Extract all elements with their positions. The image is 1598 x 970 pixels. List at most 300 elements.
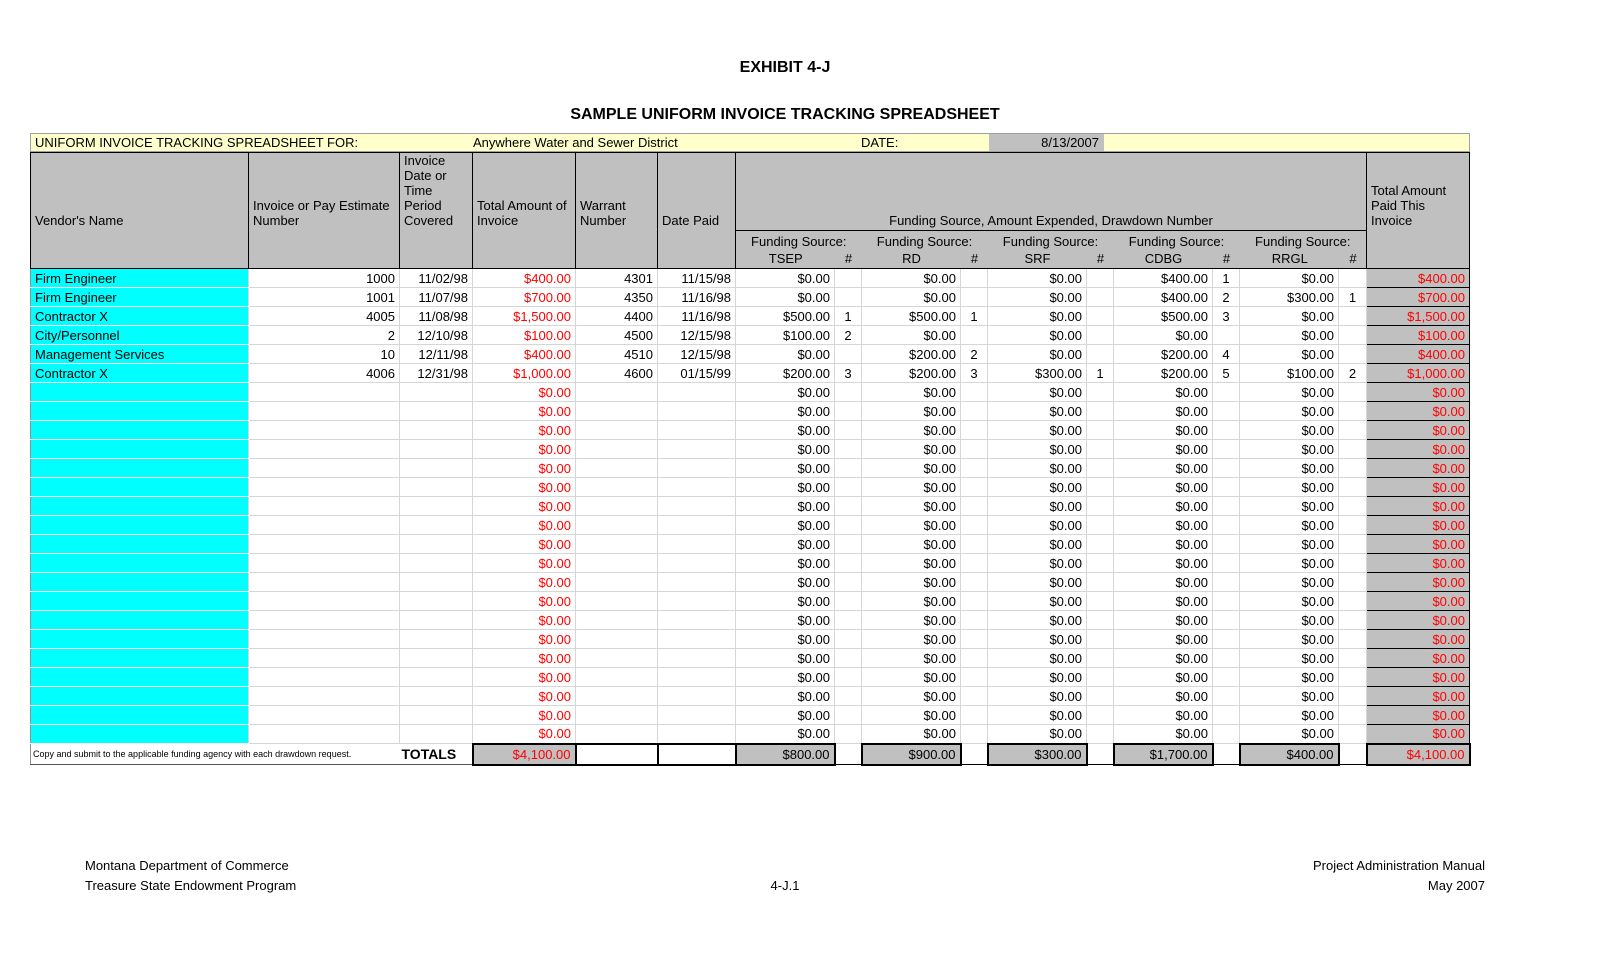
- invoice-amount-cell: $0.00: [473, 668, 576, 687]
- funding-amount-cell: $0.00: [988, 725, 1087, 744]
- vendor-cell: [31, 668, 249, 687]
- table-row: [31, 725, 1470, 744]
- invoice-date-cell: [400, 668, 473, 687]
- date-paid-cell: 12/15/98: [658, 345, 736, 364]
- invoice-date-cell: [400, 611, 473, 630]
- funding-amount-cell: $0.00: [736, 345, 835, 364]
- drawdown-number-cell: [1339, 421, 1367, 440]
- funding-source-label: Funding Source:: [1255, 234, 1351, 249]
- date-paid-cell: 01/15/99: [658, 364, 736, 383]
- table-row: [31, 478, 1470, 497]
- funding-amount-cell: $0.00: [988, 649, 1087, 668]
- table-row: [31, 592, 1470, 611]
- invoice-number-cell: 4006: [249, 364, 400, 383]
- date-paid-cell: [658, 706, 736, 725]
- invoice-amount-cell: $0.00: [473, 649, 576, 668]
- col-header-date-paid: Date Paid: [658, 153, 736, 269]
- drawdown-number-cell: [1213, 478, 1240, 497]
- funding-source-name: SRF: [1024, 251, 1051, 266]
- col-header-vendor: Vendor's Name: [31, 153, 249, 269]
- date-paid-cell: [658, 668, 736, 687]
- invoice-number-cell: [249, 668, 400, 687]
- funding-amount-cell: $0.00: [1240, 592, 1339, 611]
- invoice-date-cell: 12/10/98: [400, 326, 473, 345]
- invoice-amount-cell: $0.00: [473, 630, 576, 649]
- invoice-amount-cell: $0.00: [473, 383, 576, 402]
- warrant-number-cell: 4400: [576, 307, 658, 326]
- date-paid-cell: [658, 440, 736, 459]
- funding-amount-cell: $0.00: [1240, 459, 1339, 478]
- vendor-cell: Firm Engineer: [31, 269, 249, 288]
- drawdown-number-cell: [835, 440, 862, 459]
- funding-amount-cell: $400.00: [1114, 269, 1213, 288]
- funding-amount-cell: $0.00: [1240, 668, 1339, 687]
- funding-source-name: CDBG: [1144, 251, 1183, 266]
- invoice-number-cell: 4005: [249, 307, 400, 326]
- invoice-date-cell: [400, 725, 473, 744]
- funding-amount-cell: $0.00: [862, 706, 961, 725]
- invoice-date-cell: [400, 516, 473, 535]
- drawdown-number-cell: [1339, 326, 1367, 345]
- funding-amount-cell: $0.00: [1114, 402, 1213, 421]
- funding-amount-cell: $0.00: [1240, 345, 1339, 364]
- drawdown-number-cell: [1339, 725, 1367, 744]
- funding-amount-cell: $0.00: [736, 269, 835, 288]
- drawdown-number-cell: [1339, 611, 1367, 630]
- drawdown-number-cell: [1339, 573, 1367, 592]
- funding-amount-cell: $200.00: [736, 364, 835, 383]
- drawdown-number-cell: [835, 497, 862, 516]
- funding-amount-cell: $0.00: [736, 535, 835, 554]
- date-paid-cell: [658, 725, 736, 744]
- total-paid-cell: $0.00: [1367, 402, 1470, 421]
- invoice-amount-cell: $0.00: [473, 611, 576, 630]
- warrant-number-cell: [576, 383, 658, 402]
- funding-amount-cell: $0.00: [1114, 383, 1213, 402]
- funding-amount-cell: $0.00: [862, 630, 961, 649]
- funding-amount-cell: $0.00: [736, 649, 835, 668]
- drawdown-number-cell: [835, 554, 862, 573]
- funding-source-label: Funding Source:: [876, 234, 973, 249]
- funding-amount-cell: $200.00: [862, 345, 961, 364]
- drawdown-number-cell: [1213, 725, 1240, 744]
- vendor-cell: Contractor X: [31, 364, 249, 383]
- drawdown-number-cell: [1087, 288, 1114, 307]
- drawdown-number-cell: [1339, 592, 1367, 611]
- drawdown-number-cell: [835, 706, 862, 725]
- table-row: [31, 269, 1470, 288]
- drawdown-number-cell: [1087, 478, 1114, 497]
- invoice-number-cell: [249, 630, 400, 649]
- vendor-cell: City/Personnel: [31, 326, 249, 345]
- drawdown-number-cell: 1: [1087, 364, 1114, 383]
- warrant-number-cell: 4600: [576, 364, 658, 383]
- funding-amount-cell: $0.00: [988, 326, 1087, 345]
- drawdown-number-cell: [1087, 307, 1114, 326]
- col-header-warrant: Warrant Number: [576, 153, 658, 269]
- col-header-invoice-number: Invoice or Pay Estimate Number: [249, 153, 400, 269]
- totals-drawdown-blank: [961, 744, 988, 765]
- funding-amount-cell: $0.00: [862, 478, 961, 497]
- total-paid-cell: $1,500.00: [1367, 307, 1470, 326]
- funding-amount-cell: $0.00: [736, 668, 835, 687]
- total-paid-cell: $0.00: [1367, 573, 1470, 592]
- date-paid-cell: [658, 383, 736, 402]
- footer-page-number: 4-J.1: [770, 878, 800, 893]
- drawdown-number-cell: [1087, 725, 1114, 744]
- funding-amount-cell: $0.00: [1240, 535, 1339, 554]
- funding-amount-cell: $0.00: [988, 345, 1087, 364]
- invoice-amount-cell: $0.00: [473, 440, 576, 459]
- header-row: [31, 153, 1470, 231]
- drawdown-number-cell: [1087, 497, 1114, 516]
- warrant-number-cell: [576, 497, 658, 516]
- invoice-amount-cell: $700.00: [473, 288, 576, 307]
- invoice-date-cell: 12/31/98: [400, 364, 473, 383]
- funding-amount-cell: $200.00: [1114, 364, 1213, 383]
- funding-amount-cell: $0.00: [1114, 630, 1213, 649]
- funding-amount-cell: $0.00: [1114, 706, 1213, 725]
- invoice-amount-cell: $0.00: [473, 687, 576, 706]
- funding-amount-cell: $0.00: [736, 421, 835, 440]
- funding-amount-cell: $0.00: [1114, 611, 1213, 630]
- warrant-number-cell: 4301: [576, 269, 658, 288]
- funding-amount-cell: $0.00: [988, 592, 1087, 611]
- drawdown-number-cell: [1213, 497, 1240, 516]
- drawdown-number-cell: [1213, 592, 1240, 611]
- warrant-number-cell: [576, 649, 658, 668]
- drawdown-hash-label: #: [1222, 251, 1231, 266]
- funding-amount-cell: $500.00: [736, 307, 835, 326]
- funding-amount-cell: $0.00: [862, 402, 961, 421]
- table-row: [31, 668, 1470, 687]
- drawdown-number-cell: [1339, 535, 1367, 554]
- invoice-amount-cell: $0.00: [473, 592, 576, 611]
- drawdown-number-cell: [961, 440, 988, 459]
- table-row: [31, 516, 1470, 535]
- invoice-date-cell: 11/08/98: [400, 307, 473, 326]
- table-row: [31, 345, 1470, 364]
- total-paid-cell: $0.00: [1367, 725, 1470, 744]
- drawdown-number-cell: [961, 326, 988, 345]
- funding-amount-cell: $0.00: [736, 611, 835, 630]
- totals-drawdown-blank: [1213, 744, 1240, 765]
- funding-amount-cell: $0.00: [988, 440, 1087, 459]
- invoice-number-cell: [249, 516, 400, 535]
- invoice-date-cell: [400, 478, 473, 497]
- funding-amount-cell: $0.00: [1114, 459, 1213, 478]
- date-paid-cell: [658, 687, 736, 706]
- footer-manual-line1: Project Administration Manual: [1313, 858, 1485, 873]
- funding-amount-cell: $0.00: [736, 440, 835, 459]
- funding-amount-cell: $0.00: [862, 668, 961, 687]
- invoice-amount-cell: $0.00: [473, 478, 576, 497]
- funding-amount-cell: $0.00: [736, 706, 835, 725]
- drawdown-number-cell: [1213, 383, 1240, 402]
- footer-manual-line2: May 2007: [1427, 878, 1485, 893]
- funding-source-label: Funding Source:: [751, 234, 847, 249]
- vendor-cell: [31, 554, 249, 573]
- total-paid-cell: $1,000.00: [1367, 364, 1470, 383]
- table-row: [31, 307, 1470, 326]
- funding-amount-cell: $200.00: [862, 364, 961, 383]
- spreadsheet-for-bar: [30, 133, 1470, 152]
- date-paid-cell: [658, 592, 736, 611]
- funding-amount-cell: $0.00: [988, 706, 1087, 725]
- table-row: [31, 402, 1470, 421]
- funding-amount-cell: $100.00: [1240, 364, 1339, 383]
- date-paid-cell: [658, 402, 736, 421]
- invoice-amount-cell: $0.00: [473, 459, 576, 478]
- col-header-total-amount: Total Amount of Invoice: [473, 153, 576, 269]
- funding-amount-cell: $0.00: [1240, 421, 1339, 440]
- drawdown-number-cell: 3: [961, 364, 988, 383]
- funding-amount-cell: $0.00: [736, 478, 835, 497]
- total-paid-cell: $0.00: [1367, 459, 1470, 478]
- drawdown-number-cell: [1213, 706, 1240, 725]
- drawdown-number-cell: 2: [835, 326, 862, 345]
- drawdown-number-cell: [1213, 459, 1240, 478]
- drawdown-number-cell: [1087, 440, 1114, 459]
- funding-amount-cell: $0.00: [1114, 440, 1213, 459]
- funding-amount-cell: $0.00: [1240, 516, 1339, 535]
- invoice-date-cell: [400, 554, 473, 573]
- vendor-cell: [31, 725, 249, 744]
- vendor-cell: [31, 649, 249, 668]
- drawdown-number-cell: [961, 516, 988, 535]
- invoice-amount-cell: $0.00: [473, 706, 576, 725]
- total-paid-cell: $0.00: [1367, 554, 1470, 573]
- invoice-number-cell: [249, 611, 400, 630]
- drawdown-number-cell: [1087, 630, 1114, 649]
- drawdown-number-cell: 1: [1339, 288, 1367, 307]
- table-row: [31, 364, 1470, 383]
- invoice-number-cell: [249, 706, 400, 725]
- funding-amount-cell: $0.00: [736, 573, 835, 592]
- funding-amount-cell: $0.00: [1240, 573, 1339, 592]
- warrant-number-cell: [576, 706, 658, 725]
- total-paid-cell: $0.00: [1367, 516, 1470, 535]
- warrant-number-cell: 4510: [576, 345, 658, 364]
- total-paid-cell: $0.00: [1367, 649, 1470, 668]
- date-paid-cell: 12/15/98: [658, 326, 736, 345]
- drawdown-number-cell: [1087, 269, 1114, 288]
- drawdown-number-cell: 1: [835, 307, 862, 326]
- invoice-amount-cell: $100.00: [473, 326, 576, 345]
- drawdown-number-cell: [1213, 535, 1240, 554]
- table-row: [31, 706, 1470, 725]
- drawdown-number-cell: [1339, 459, 1367, 478]
- drawdown-number-cell: [835, 725, 862, 744]
- invoice-number-cell: 10: [249, 345, 400, 364]
- funding-amount-cell: $0.00: [1114, 687, 1213, 706]
- funding-amount-cell: $0.00: [988, 516, 1087, 535]
- invoice-date-cell: [400, 402, 473, 421]
- invoice-number-cell: [249, 402, 400, 421]
- date-paid-cell: [658, 649, 736, 668]
- drawdown-number-cell: [961, 421, 988, 440]
- date-value-cell: 8/13/2007: [989, 134, 1104, 151]
- funding-source-name: RRGL: [1271, 251, 1308, 266]
- invoice-number-cell: [249, 421, 400, 440]
- drawdown-number-cell: [835, 402, 862, 421]
- funding-amount-cell: $500.00: [862, 307, 961, 326]
- drawdown-number-cell: [835, 516, 862, 535]
- drawdown-number-cell: [961, 288, 988, 307]
- funding-amount-cell: $0.00: [1240, 269, 1339, 288]
- funding-amount-cell: $0.00: [862, 269, 961, 288]
- vendor-cell: Management Services: [31, 345, 249, 364]
- total-paid-cell: $0.00: [1367, 497, 1470, 516]
- vendor-cell: [31, 421, 249, 440]
- funding-amount-cell: $0.00: [988, 269, 1087, 288]
- drawdown-number-cell: 1: [1213, 269, 1240, 288]
- drawdown-hash-label: #: [1349, 251, 1357, 266]
- col-header-invoice-date: Invoice Date or Time Period Covered: [400, 153, 473, 269]
- drawdown-number-cell: [961, 573, 988, 592]
- total-paid-cell: $0.00: [1367, 383, 1470, 402]
- vendor-cell: [31, 383, 249, 402]
- funding-amount-cell: $0.00: [862, 725, 961, 744]
- vendor-cell: [31, 706, 249, 725]
- drawdown-number-cell: [835, 535, 862, 554]
- drawdown-number-cell: [1087, 687, 1114, 706]
- vendor-cell: [31, 687, 249, 706]
- drawdown-number-cell: [1339, 516, 1367, 535]
- table-row: [31, 383, 1470, 402]
- warrant-number-cell: [576, 592, 658, 611]
- invoice-number-cell: [249, 592, 400, 611]
- drawdown-number-cell: 3: [835, 364, 862, 383]
- drawdown-number-cell: [961, 668, 988, 687]
- funding-amount-cell: $0.00: [736, 402, 835, 421]
- total-paid-cell: $0.00: [1367, 706, 1470, 725]
- drawdown-number-cell: [1339, 345, 1367, 364]
- total-paid-cell: $0.00: [1367, 535, 1470, 554]
- funding-amount-cell: $0.00: [1114, 421, 1213, 440]
- invoice-number-cell: [249, 573, 400, 592]
- totals-warrant-blank: [576, 744, 658, 765]
- funding-amount-cell: $0.00: [988, 307, 1087, 326]
- date-paid-cell: 11/15/98: [658, 269, 736, 288]
- drawdown-number-cell: [1087, 649, 1114, 668]
- funding-group-header: Funding Source, Amount Expended, Drawdown Number: [736, 153, 1367, 231]
- funding-amount-cell: $0.00: [1240, 611, 1339, 630]
- invoice-amount-cell: $1,000.00: [473, 364, 576, 383]
- vendor-cell: [31, 535, 249, 554]
- drawdown-number-cell: 3: [1213, 307, 1240, 326]
- funding-amount-cell: $0.00: [1114, 554, 1213, 573]
- funding-amount-cell: $0.00: [862, 440, 961, 459]
- drawdown-number-cell: [1339, 440, 1367, 459]
- drawdown-number-cell: [1087, 554, 1114, 573]
- funding-amount-cell: $0.00: [1240, 554, 1339, 573]
- invoice-date-cell: [400, 383, 473, 402]
- warrant-number-cell: [576, 535, 658, 554]
- drawdown-number-cell: [1087, 535, 1114, 554]
- funding-amount-cell: $0.00: [988, 611, 1087, 630]
- drawdown-number-cell: [1339, 307, 1367, 326]
- funding-amount-cell: $0.00: [1240, 478, 1339, 497]
- vendor-cell: [31, 573, 249, 592]
- funding-amount-cell: $300.00: [1240, 288, 1339, 307]
- totals-funding-amount: $800.00: [736, 744, 835, 765]
- invoice-number-cell: [249, 554, 400, 573]
- date-paid-cell: [658, 421, 736, 440]
- invoice-date-cell: [400, 459, 473, 478]
- drawdown-number-cell: [1339, 269, 1367, 288]
- vendor-cell: [31, 630, 249, 649]
- warrant-number-cell: [576, 478, 658, 497]
- funding-amount-cell: $0.00: [862, 611, 961, 630]
- drawdown-number-cell: [1213, 611, 1240, 630]
- invoice-amount-cell: $0.00: [473, 554, 576, 573]
- funding-amount-cell: $0.00: [988, 573, 1087, 592]
- table-row: [31, 440, 1470, 459]
- funding-amount-cell: $0.00: [862, 516, 961, 535]
- funding-amount-cell: $0.00: [988, 421, 1087, 440]
- drawdown-number-cell: [1087, 516, 1114, 535]
- drawdown-number-cell: [1087, 383, 1114, 402]
- table-row: [31, 326, 1470, 345]
- date-paid-cell: [658, 516, 736, 535]
- total-paid-cell: $700.00: [1367, 288, 1470, 307]
- invoice-amount-cell: $0.00: [473, 516, 576, 535]
- funding-amount-cell: $0.00: [862, 459, 961, 478]
- warrant-number-cell: [576, 554, 658, 573]
- vendor-cell: [31, 402, 249, 421]
- drawdown-number-cell: [1213, 516, 1240, 535]
- drawdown-number-cell: [961, 649, 988, 668]
- table-row: [31, 687, 1470, 706]
- warrant-number-cell: [576, 516, 658, 535]
- vendor-cell: [31, 516, 249, 535]
- total-paid-cell: $0.00: [1367, 687, 1470, 706]
- table-row: [31, 573, 1470, 592]
- drawdown-number-cell: [1213, 402, 1240, 421]
- totals-funding-amount: $300.00: [988, 744, 1087, 765]
- drawdown-number-cell: [961, 630, 988, 649]
- funding-amount-cell: $0.00: [1114, 478, 1213, 497]
- invoice-amount-cell: $400.00: [473, 345, 576, 364]
- drawdown-number-cell: [961, 554, 988, 573]
- funding-amount-cell: $0.00: [1240, 630, 1339, 649]
- drawdown-number-cell: [1213, 440, 1240, 459]
- funding-amount-cell: $0.00: [736, 554, 835, 573]
- funding-amount-cell: $0.00: [988, 630, 1087, 649]
- funding-amount-cell: $0.00: [1114, 497, 1213, 516]
- warrant-number-cell: [576, 725, 658, 744]
- totals-total-paid: $4,100.00: [1367, 744, 1470, 765]
- totals-funding-amount: $1,700.00: [1114, 744, 1213, 765]
- invoice-amount-cell: $0.00: [473, 573, 576, 592]
- funding-amount-cell: $0.00: [1240, 402, 1339, 421]
- invoice-amount-cell: $0.00: [473, 535, 576, 554]
- funding-subheader-rd: [862, 231, 988, 269]
- invoice-tracking-table: [30, 152, 1471, 766]
- date-label: DATE:: [861, 135, 899, 150]
- drawdown-number-cell: [1087, 706, 1114, 725]
- funding-amount-cell: $0.00: [1114, 592, 1213, 611]
- funding-source-name: TSEP: [768, 251, 803, 266]
- invoice-date-cell: [400, 630, 473, 649]
- funding-amount-cell: $0.00: [862, 383, 961, 402]
- funding-source-name: RD: [902, 251, 921, 266]
- drawdown-number-cell: [1213, 687, 1240, 706]
- invoice-date-cell: [400, 421, 473, 440]
- funding-amount-cell: $0.00: [862, 554, 961, 573]
- funding-amount-cell: $200.00: [1114, 345, 1213, 364]
